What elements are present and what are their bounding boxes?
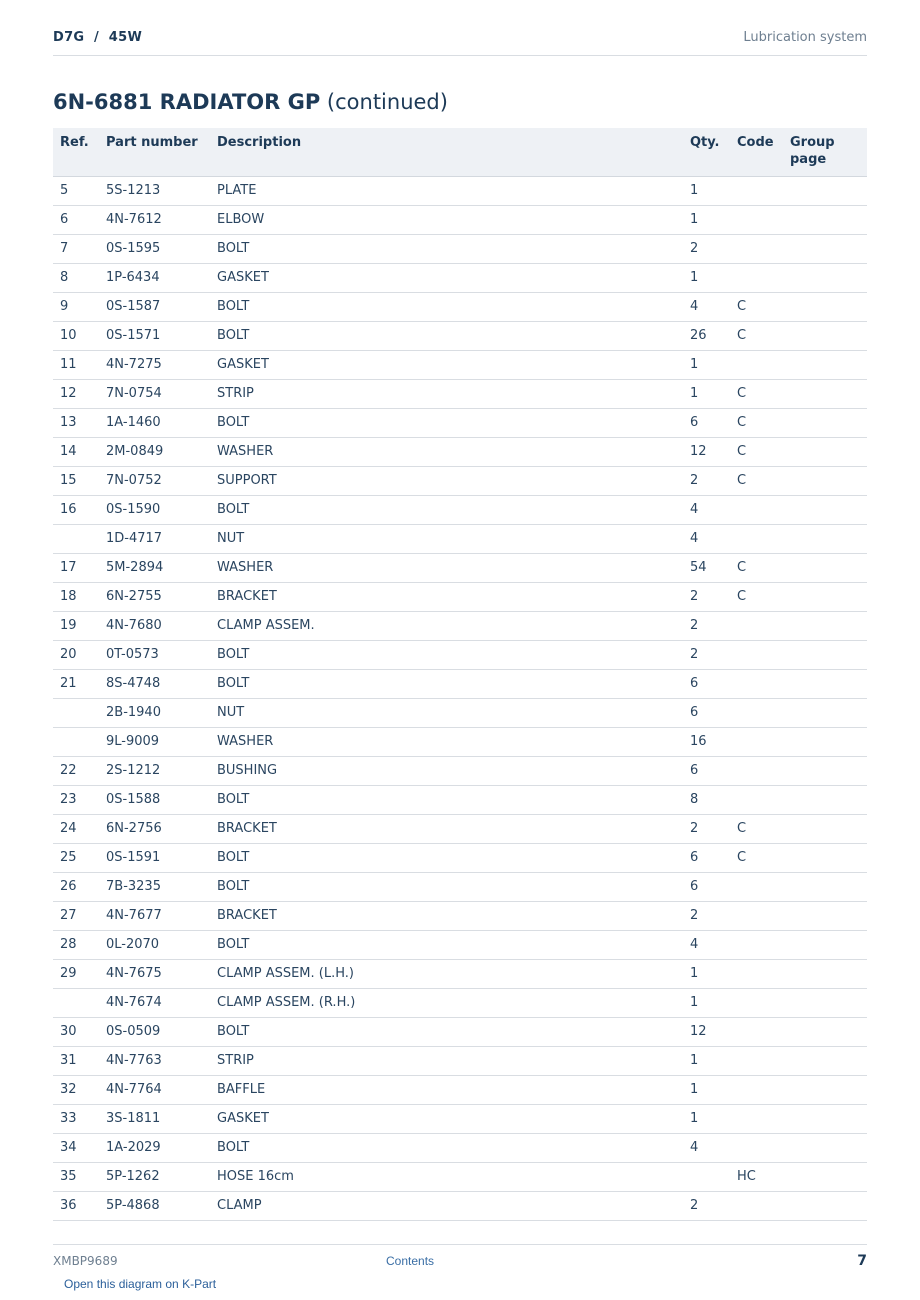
cell-code [737, 901, 790, 930]
cell-description: BOLT [217, 669, 690, 698]
table-row [53, 1046, 867, 1075]
cell-qty: 4 [690, 1133, 737, 1162]
cell-ref: 25 [53, 843, 106, 872]
cell-part-number: 0L-2070 [106, 930, 217, 959]
cell-group-page [790, 814, 867, 843]
cell-code [737, 205, 790, 234]
section-label: Lubrication system [743, 30, 867, 45]
cell-part-number: 0S-1591 [106, 843, 217, 872]
cell-description: WASHER [217, 553, 690, 582]
cell-ref: 26 [53, 872, 106, 901]
cell-ref: 7 [53, 234, 106, 263]
cell-description: BOLT [217, 321, 690, 350]
cell-qty: 1 [690, 1075, 737, 1104]
cell-description: STRIP [217, 1046, 690, 1075]
cell-group-page [790, 727, 867, 756]
cell-part-number: 4N-7275 [106, 350, 217, 379]
cell-description: ELBOW [217, 205, 690, 234]
table-row [53, 785, 867, 814]
cell-qty: 6 [690, 756, 737, 785]
cell-ref [53, 698, 106, 727]
cell-group-page [790, 1017, 867, 1046]
cell-qty: 1 [690, 1046, 737, 1075]
cell-description: BOLT [217, 872, 690, 901]
cell-group-page [790, 582, 867, 611]
cell-qty: 1 [690, 176, 737, 205]
cell-group-page [790, 495, 867, 524]
cell-description: BOLT [217, 234, 690, 263]
cell-part-number: 4N-7612 [106, 205, 217, 234]
cell-part-number: 4N-7675 [106, 959, 217, 988]
cell-qty: 2 [690, 611, 737, 640]
page-number: 7 [857, 1253, 867, 1269]
cell-code [737, 1133, 790, 1162]
cell-description: STRIP [217, 379, 690, 408]
cell-ref [53, 727, 106, 756]
cell-group-page [790, 843, 867, 872]
cell-code [737, 727, 790, 756]
table-row [53, 988, 867, 1017]
cell-part-number: 1P-6434 [106, 263, 217, 292]
cell-description: BOLT [217, 785, 690, 814]
cell-code: C [737, 466, 790, 495]
cell-qty: 6 [690, 698, 737, 727]
cell-code [737, 350, 790, 379]
table-row [53, 437, 867, 466]
cell-code: C [737, 408, 790, 437]
cell-ref: 23 [53, 785, 106, 814]
cell-qty: 6 [690, 669, 737, 698]
cell-group-page [790, 1075, 867, 1104]
cell-part-number: 2B-1940 [106, 698, 217, 727]
cell-ref: 20 [53, 640, 106, 669]
cell-group-page [790, 408, 867, 437]
table-row [53, 321, 867, 350]
cell-group-page [790, 669, 867, 698]
table-row [53, 930, 867, 959]
table-row [53, 524, 867, 553]
cell-code [737, 988, 790, 1017]
page-title [53, 90, 448, 114]
cell-qty [690, 1162, 737, 1191]
title-main: 6N-6881 RADIATOR GP [53, 90, 321, 114]
cell-qty: 8 [690, 785, 737, 814]
table-row [53, 1017, 867, 1046]
cell-part-number: 2M-0849 [106, 437, 217, 466]
cell-part-number: 0S-1587 [106, 292, 217, 321]
cell-description: CLAMP [217, 1191, 690, 1220]
cell-description: BOLT [217, 292, 690, 321]
col-header-part-number: Part number [106, 128, 217, 176]
cell-ref: 29 [53, 959, 106, 988]
cell-ref: 32 [53, 1075, 106, 1104]
cell-description: GASKET [217, 263, 690, 292]
col-header-description: Description [217, 128, 690, 176]
cell-description: BOLT [217, 1017, 690, 1046]
cell-description: PLATE [217, 176, 690, 205]
col-header-code: Code [737, 128, 790, 176]
table-row [53, 872, 867, 901]
cell-description: CLAMP ASSEM. (R.H.) [217, 988, 690, 1017]
cell-qty: 1 [690, 959, 737, 988]
cell-group-page [790, 553, 867, 582]
cell-ref: 5 [53, 176, 106, 205]
cell-group-page [790, 379, 867, 408]
cell-ref: 24 [53, 814, 106, 843]
cell-ref: 19 [53, 611, 106, 640]
table-row [53, 843, 867, 872]
cell-part-number: 1D-4717 [106, 524, 217, 553]
cell-group-page [790, 1133, 867, 1162]
cell-description: WASHER [217, 437, 690, 466]
cell-group-page [790, 466, 867, 495]
cell-ref: 27 [53, 901, 106, 930]
cell-group-page [790, 640, 867, 669]
cell-qty: 4 [690, 524, 737, 553]
document-id: XMBP9689 [53, 1254, 118, 1268]
cell-part-number: 7B-3235 [106, 872, 217, 901]
cell-description: BOLT [217, 843, 690, 872]
cell-code: C [737, 292, 790, 321]
cell-part-number: 5M-2894 [106, 553, 217, 582]
cell-part-number: 4N-7680 [106, 611, 217, 640]
cell-qty: 2 [690, 1191, 737, 1220]
cell-qty: 1 [690, 350, 737, 379]
cell-code [737, 959, 790, 988]
cell-part-number: 9L-9009 [106, 727, 217, 756]
cell-group-page [790, 698, 867, 727]
cell-code [737, 263, 790, 292]
cell-code [737, 1104, 790, 1133]
cell-group-page [790, 1162, 867, 1191]
cell-code: C [737, 437, 790, 466]
cell-code [737, 640, 790, 669]
cell-code: C [737, 582, 790, 611]
cell-ref [53, 524, 106, 553]
cell-description: GASKET [217, 350, 690, 379]
cell-group-page [790, 1046, 867, 1075]
cell-description: BOLT [217, 640, 690, 669]
qty-header-text: Qty. [690, 135, 720, 150]
cell-code: C [737, 843, 790, 872]
col-header-group-page: Group page [790, 128, 867, 176]
cell-part-number: 4N-7763 [106, 1046, 217, 1075]
cell-qty: 54 [690, 553, 737, 582]
cell-code [737, 785, 790, 814]
cell-ref: 35 [53, 1162, 106, 1191]
cell-qty: 16 [690, 727, 737, 756]
table-row [53, 901, 867, 930]
cell-part-number: 0S-1590 [106, 495, 217, 524]
table-row [53, 205, 867, 234]
cell-ref: 6 [53, 205, 106, 234]
cell-part-number: 0S-1571 [106, 321, 217, 350]
cell-part-number: 6N-2756 [106, 814, 217, 843]
cell-part-number: 1A-2029 [106, 1133, 217, 1162]
cell-description: CLAMP ASSEM. (L.H.) [217, 959, 690, 988]
cell-code [737, 611, 790, 640]
cell-code [737, 1191, 790, 1220]
cell-ref: 22 [53, 756, 106, 785]
cell-group-page [790, 901, 867, 930]
table-row [53, 1162, 867, 1191]
cell-ref [53, 988, 106, 1017]
table-row [53, 553, 867, 582]
table-row [53, 1075, 867, 1104]
cell-group-page [790, 785, 867, 814]
cell-description: BOLT [217, 495, 690, 524]
cell-part-number: 7N-0754 [106, 379, 217, 408]
title-suffix: (continued) [320, 90, 448, 114]
table-row [53, 727, 867, 756]
cell-ref: 18 [53, 582, 106, 611]
cell-ref: 28 [53, 930, 106, 959]
cell-qty: 1 [690, 263, 737, 292]
cell-qty: 6 [690, 408, 737, 437]
cell-code: C [737, 553, 790, 582]
cell-part-number: 3S-1811 [106, 1104, 217, 1133]
table-row [53, 640, 867, 669]
cell-qty: 2 [690, 901, 737, 930]
cell-code: C [737, 321, 790, 350]
parts-table-body [53, 176, 867, 1220]
cell-qty: 4 [690, 930, 737, 959]
cell-ref: 12 [53, 379, 106, 408]
cell-qty: 1 [690, 988, 737, 1017]
table-row [53, 1133, 867, 1162]
cell-part-number: 8S-4748 [106, 669, 217, 698]
table-row [53, 1191, 867, 1220]
cell-part-number: 2S-1212 [106, 756, 217, 785]
cell-ref: 34 [53, 1133, 106, 1162]
cell-group-page [790, 176, 867, 205]
cell-description: NUT [217, 698, 690, 727]
table-row [53, 495, 867, 524]
cell-description: BOLT [217, 1133, 690, 1162]
cell-ref: 15 [53, 466, 106, 495]
cell-code [737, 756, 790, 785]
table-row [53, 408, 867, 437]
cell-part-number: 6N-2755 [106, 582, 217, 611]
cell-group-page [790, 872, 867, 901]
table-header-row [53, 128, 867, 176]
cell-description: WASHER [217, 727, 690, 756]
cell-qty: 6 [690, 872, 737, 901]
cell-part-number: 4N-7674 [106, 988, 217, 1017]
cell-group-page [790, 437, 867, 466]
cell-group-page [790, 756, 867, 785]
cell-part-number: 0S-0509 [106, 1017, 217, 1046]
cell-description: SUPPORT [217, 466, 690, 495]
cell-qty: 1 [690, 1104, 737, 1133]
table-row [53, 234, 867, 263]
table-row [53, 756, 867, 785]
cell-part-number: 4N-7764 [106, 1075, 217, 1104]
cell-qty: 2 [690, 234, 737, 263]
cell-qty: 4 [690, 495, 737, 524]
cell-description: BOLT [217, 408, 690, 437]
table-row [53, 292, 867, 321]
table-row [53, 176, 867, 205]
cell-description: HOSE 16cm [217, 1162, 690, 1191]
cell-ref: 14 [53, 437, 106, 466]
cell-ref: 8 [53, 263, 106, 292]
cell-code [737, 1017, 790, 1046]
cell-group-page [790, 234, 867, 263]
cell-qty: 1 [690, 205, 737, 234]
cell-code: C [737, 814, 790, 843]
cell-code [737, 872, 790, 901]
table-row [53, 379, 867, 408]
cell-description: BOLT [217, 930, 690, 959]
cell-group-page [790, 1191, 867, 1220]
cell-part-number: 0S-1595 [106, 234, 217, 263]
cell-qty: 2 [690, 582, 737, 611]
open-kpart-link[interactable]: Open this diagram on K-Part [64, 1277, 217, 1291]
cell-part-number: 1A-1460 [106, 408, 217, 437]
contents-link[interactable]: Contents [386, 1254, 435, 1268]
cell-part-number: 5P-1262 [106, 1162, 217, 1191]
cell-qty: 2 [690, 466, 737, 495]
cell-group-page [790, 321, 867, 350]
cell-description: BUSHING [217, 756, 690, 785]
cell-description: BRACKET [217, 901, 690, 930]
table-row [53, 814, 867, 843]
cell-ref: 9 [53, 292, 106, 321]
cell-part-number: 5P-4868 [106, 1191, 217, 1220]
cell-code [737, 1046, 790, 1075]
cell-ref: 13 [53, 408, 106, 437]
cell-code [737, 698, 790, 727]
cell-group-page [790, 611, 867, 640]
cell-code [737, 930, 790, 959]
table-row [53, 466, 867, 495]
table-row [53, 1104, 867, 1133]
cell-ref: 16 [53, 495, 106, 524]
cell-code [737, 234, 790, 263]
cell-ref: 31 [53, 1046, 106, 1075]
cell-code [737, 1075, 790, 1104]
cell-group-page [790, 263, 867, 292]
page-header [53, 28, 867, 56]
cell-ref: 33 [53, 1104, 106, 1133]
cell-group-page [790, 205, 867, 234]
cell-description: NUT [217, 524, 690, 553]
table-row [53, 959, 867, 988]
model-label: D7G / 45W [53, 30, 143, 45]
cell-part-number: 4N-7677 [106, 901, 217, 930]
cell-part-number: 0S-1588 [106, 785, 217, 814]
cell-code: C [737, 379, 790, 408]
cell-group-page [790, 292, 867, 321]
cell-description: GASKET [217, 1104, 690, 1133]
cell-code [737, 524, 790, 553]
cell-qty: 12 [690, 437, 737, 466]
cell-ref: 36 [53, 1191, 106, 1220]
cell-code: HC [737, 1162, 790, 1191]
table-row [53, 611, 867, 640]
cell-code [737, 669, 790, 698]
cell-group-page [790, 524, 867, 553]
cell-ref: 17 [53, 553, 106, 582]
cell-group-page [790, 350, 867, 379]
parts-table [53, 128, 867, 1221]
cell-qty: 2 [690, 814, 737, 843]
cell-qty: 2 [690, 640, 737, 669]
cell-part-number: 5S-1213 [106, 176, 217, 205]
cell-ref: 11 [53, 350, 106, 379]
table-row [53, 350, 867, 379]
cell-qty: 6 [690, 843, 737, 872]
table-row [53, 698, 867, 727]
table-row [53, 582, 867, 611]
col-header-ref: Ref. [53, 128, 106, 176]
cell-qty: 12 [690, 1017, 737, 1046]
table-row [53, 669, 867, 698]
cell-qty: 4 [690, 292, 737, 321]
col-header-qty [690, 128, 737, 176]
cell-group-page [790, 988, 867, 1017]
cell-description: CLAMP ASSEM. [217, 611, 690, 640]
cell-qty: 1 [690, 379, 737, 408]
cell-qty: 26 [690, 321, 737, 350]
cell-description: BRACKET [217, 814, 690, 843]
cell-group-page [790, 930, 867, 959]
cell-ref: 30 [53, 1017, 106, 1046]
cell-group-page [790, 959, 867, 988]
cell-description: BAFFLE [217, 1075, 690, 1104]
cell-code [737, 495, 790, 524]
cell-description: BRACKET [217, 582, 690, 611]
cell-part-number: 0T-0573 [106, 640, 217, 669]
cell-code [737, 176, 790, 205]
cell-group-page [790, 1104, 867, 1133]
table-row [53, 263, 867, 292]
cell-ref: 10 [53, 321, 106, 350]
cell-ref: 21 [53, 669, 106, 698]
cell-part-number: 7N-0752 [106, 466, 217, 495]
